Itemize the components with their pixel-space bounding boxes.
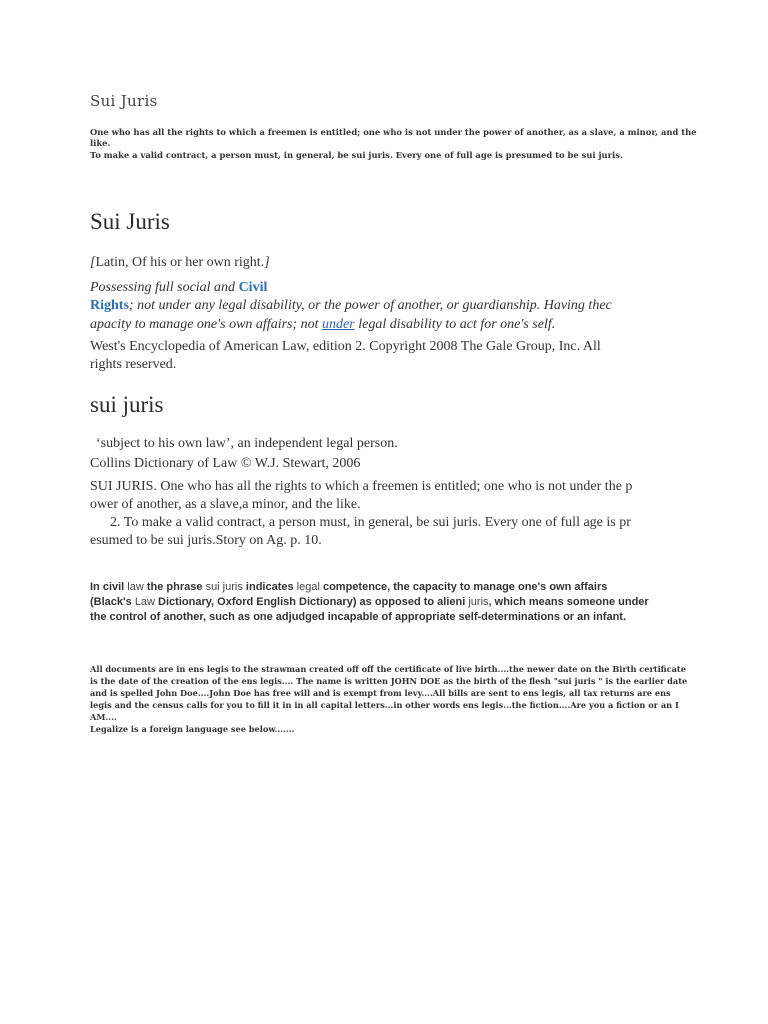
civil-text-juris: juris <box>468 596 489 608</box>
latin-close-bracket: ] <box>264 255 270 270</box>
civil-text-dictionary: Dictionary, Oxford English Dictionary) as opposed to alieni <box>155 596 469 608</box>
ens-legis-line-1: All documents are in ens legis to the strawman created off off the certificate of live birth....the newer date on the Birth certificate <box>90 664 686 674</box>
definition-line-1: One who has all the rights to which a freemen is entitled; one who is not under the power of another, as a slave, a minor, and the <box>90 127 697 137</box>
heading-sui-juris-2: Sui Juris <box>90 209 170 234</box>
civil-text-law2: Law <box>134 596 155 608</box>
latin-origin <box>90 253 270 272</box>
civil-law-line-3: the control of another, such as one adjudged incapable of appropriate self-determinations or an infant. <box>90 611 627 623</box>
ens-legis-line-4: legis and the census calls for you to fill it in in all capital letters...in other words ens legis...the fiction....Are you a fiction or an I <box>90 700 679 710</box>
civil-link[interactable]: Civil <box>238 280 268 295</box>
civil-text-law: law <box>127 581 144 593</box>
def-text-a: Possessing full social and <box>90 280 239 295</box>
source-wests-line-1: West's Encyclopedia of American Law, edition 2. Copyright 2008 The Gale Group, Inc. All <box>90 339 601 354</box>
sui-juris-para2-line1: 2. To make a valid contract, a person must, in general, be sui juris. Every one of full age is pr <box>110 515 631 530</box>
definition-line-b <box>90 296 690 315</box>
civil-text-g: competence, the capacity to manage one's own affairs <box>319 581 608 593</box>
heading-sui-juris-1: Sui Juris <box>90 92 158 110</box>
civil-text-blacks: (Black's <box>90 596 135 608</box>
civil-text-a: In civil <box>90 581 128 593</box>
definition-line-2: like. <box>90 138 111 148</box>
ens-legis-line-6: Legalize is a foreign language see below....... <box>90 724 295 734</box>
definition-line-3: To make a valid contract, a person must, in general, be sui juris. Every one of full age is presumed to be sui juris. <box>90 150 623 160</box>
collins-source: Collins Dictionary of Law © W.J. Stewart, 2006 <box>90 456 361 471</box>
sui-juris-para1-line1: SUI JURIS. One who has all the rights to which a freemen is entitled; one who is not under the p <box>90 479 633 494</box>
ens-legis-line-5: AM.... <box>90 712 117 722</box>
civil-law-line-2 <box>90 595 710 610</box>
civil-text-under: , which means someone under <box>488 596 649 608</box>
ens-legis-line-3: and is spelled John Doe....John Doe has free will and is exempt from levy....All bills are sent to ens legis, all tax returns are ens <box>90 688 671 698</box>
sui-juris-para2-line2: esumed to be sui juris.Story on Ag. p. 10. <box>90 533 322 548</box>
civil-law-line-1 <box>90 580 710 595</box>
collins-quote: ‘subject to his own law’, an independent legal person. <box>96 436 398 451</box>
source-wests-line-2: rights reserved. <box>90 357 177 372</box>
heading-sui-juris-3: sui juris <box>90 392 164 417</box>
civil-text-sui-juris: sui juris <box>205 581 243 593</box>
definition-line-a <box>90 278 690 297</box>
def-text-c: apacity to manage one's own affairs; not <box>90 317 323 332</box>
sui-juris-para1-line2: ower of another, as a slave,a minor, and the like. <box>90 497 361 512</box>
ens-legis-line-2: is the date of the creation of the ens legis.... The name is written JOHN DOE as the birth of the flesh "sui juris " is the earlier date <box>90 676 688 686</box>
definition-line-c <box>90 315 690 334</box>
def-text-d: legal disability to act for one's self. <box>354 317 556 332</box>
def-text-b: ; not under any legal disability, or the power of another, or guardianship. Having thec <box>128 298 612 313</box>
rights-link[interactable]: Rights <box>90 298 129 313</box>
latin-open-bracket: [ <box>90 255 96 270</box>
latin-text: Latin, Of his or her own right. <box>95 255 265 270</box>
civil-text-e: indicates <box>242 581 297 593</box>
under-link[interactable]: under <box>322 317 355 332</box>
civil-text-legal: legal <box>296 581 320 593</box>
civil-text-c: the phrase <box>143 581 206 593</box>
